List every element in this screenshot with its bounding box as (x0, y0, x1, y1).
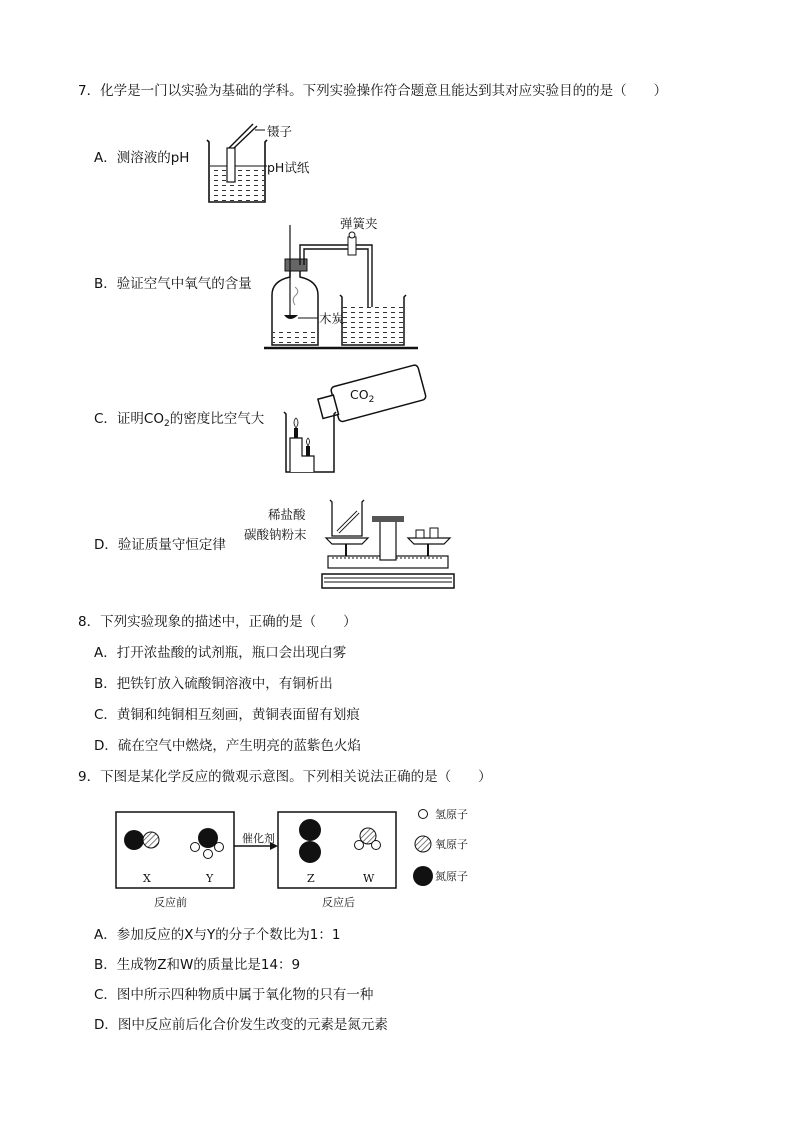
co2-bottle-label (350, 387, 374, 408)
dilute-acid-label: 稀盐酸 (268, 507, 306, 522)
sodium-carbonate-label: 碳酸钠粉末 (244, 527, 307, 542)
co2-bottle-sub: 2 (368, 395, 375, 405)
option-c-prefix: C．证明CO (94, 411, 164, 427)
catalyst-label: 催化剂 (242, 832, 275, 845)
q7-option-b[interactable]: B．验证空气中氧气的含量 (94, 276, 252, 292)
ph-paper-label: pH试纸 (267, 160, 310, 175)
q8-option-b[interactable]: B．把铁钉放入硫酸铜溶液中，有铜析出 (94, 676, 333, 692)
q8-option-a[interactable]: A．打开浓盐酸的试剂瓶，瓶口会出现白雾 (94, 645, 347, 661)
q8-option-d[interactable]: D．硫在空气中燃烧，产生明亮的蓝紫色火焰 (94, 738, 361, 754)
q9-option-a[interactable]: A．参加反应的X与Y的分子个数比为1：1 (94, 927, 341, 943)
q8-stem: 8．下列实验现象的描述中，正确的是（ ） (78, 614, 357, 630)
molecule-z-label: Z (307, 872, 315, 885)
legend-hydrogen: 氢原子 (435, 808, 468, 821)
co2-density-figure (278, 368, 428, 478)
molecule-w-label: W (363, 872, 375, 885)
q7-stem: 7．化学是一门以实验为基础的学科。下列实验操作符合题意且能达到其对应实验目的的是（ ） (78, 83, 668, 99)
charcoal-label: 木炭 (319, 311, 345, 326)
co2-bottle-text: CO (350, 387, 369, 402)
tweezers-label: 镊子 (267, 124, 293, 139)
after-reaction-label: 反应后 (322, 896, 355, 909)
oxygen-content-apparatus (262, 215, 422, 355)
q9-option-c[interactable]: C．图中所示四种物质中属于氧化物的只有一种 (94, 987, 374, 1003)
spring-clamp-label: 弹簧夹 (340, 216, 378, 231)
option-c-sub: 2 (163, 419, 170, 429)
legend-oxygen: 氧原子 (435, 838, 468, 851)
before-reaction-label: 反应前 (154, 896, 187, 909)
q7-option-d[interactable]: D．验证质量守恒定律 (94, 537, 226, 553)
balance-figure (318, 494, 458, 592)
q9-stem: 9．下图是某化学反应的微观示意图。下列相关说法正确的是（ ） (78, 769, 492, 785)
q7-option-c[interactable] (94, 410, 264, 433)
legend-nitrogen: 氮原子 (435, 870, 468, 883)
q9-option-b[interactable]: B．生成物Z和W的质量比是14：9 (94, 957, 301, 973)
q7-option-a[interactable]: A．测溶液的pH (94, 150, 190, 166)
q8-option-c[interactable]: C．黄铜和纯铜相互刻画，黄铜表面留有划痕 (94, 707, 360, 723)
molecule-y-label: Y (206, 872, 214, 885)
option-c-suffix: 的密度比空气大 (169, 411, 265, 427)
reaction-micro-diagram (110, 800, 480, 910)
q9-option-d[interactable]: D．图中反应前后化合价发生改变的元素是氮元素 (94, 1017, 388, 1033)
molecule-x-label: X (143, 872, 151, 885)
